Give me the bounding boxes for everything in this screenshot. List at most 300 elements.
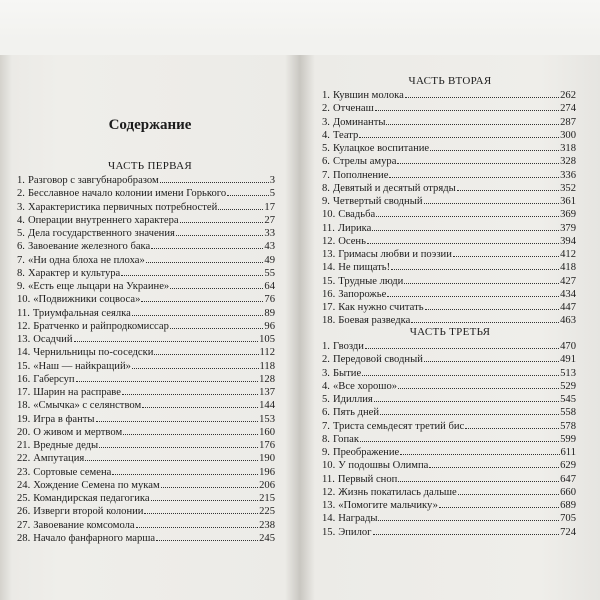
entry-title: Пять дней (332, 407, 380, 419)
entry-number: 24. (17, 479, 31, 491)
entry-number: 6. (322, 156, 330, 168)
entry-title: Боевая разведка (338, 315, 411, 327)
entry-page-number: 49 (264, 254, 275, 266)
toc-entry (17, 518, 275, 531)
entry-number: 7. (17, 254, 25, 266)
dot-leader (405, 88, 559, 98)
entry-title: Трудные люди (338, 275, 404, 287)
entry-number: 10. (322, 209, 336, 221)
entry-number: 17. (322, 302, 336, 313)
toc-entry (322, 472, 576, 485)
dot-leader (398, 472, 559, 482)
entry-title: У подошвы Олимпа (338, 460, 429, 472)
entry-title: Изверги второй колонии (33, 506, 144, 518)
part-two-title: ЧАСТЬ ВТОРАЯ (408, 75, 492, 87)
entry-title: Операции внутреннего характера (27, 214, 179, 226)
entry-page-number: 470 (560, 341, 576, 352)
toc-entry (322, 207, 576, 220)
entry-title: Чернильницы по-соседски (33, 347, 154, 359)
toc-entry (17, 319, 275, 332)
entry-title: Стрелы амура (332, 156, 397, 168)
entry-number: 18. (322, 315, 336, 327)
entry-page-number: 55 (264, 267, 275, 279)
toc-entry (17, 266, 275, 279)
entry-number: 8. (322, 433, 330, 445)
toc-entry (322, 128, 576, 141)
entry-number: 7. (322, 420, 330, 432)
entry-page-number: 599 (560, 433, 576, 445)
entry-page-number: 76 (264, 294, 275, 306)
dot-leader (156, 531, 258, 541)
toc-entry (17, 332, 275, 345)
dot-leader (457, 181, 559, 191)
entry-number: 27. (17, 519, 31, 531)
entry-number: 5. (17, 228, 25, 239)
toc-entry (322, 194, 576, 207)
entry-title: Преображение (332, 447, 400, 458)
entry-page-number: 328 (560, 156, 576, 168)
entry-number: 4. (322, 380, 330, 392)
entry-number: 20. (17, 426, 31, 438)
dot-leader (122, 385, 258, 395)
entry-number: 17. (17, 387, 31, 398)
entry-page-number: 705 (560, 513, 576, 525)
entry-number: 1. (17, 175, 25, 186)
open-book (0, 55, 600, 600)
dot-leader (386, 115, 559, 125)
entry-title: Запорожье (338, 288, 387, 300)
entry-page-number: 27 (264, 214, 275, 226)
entry-title: Завоевание комсомола (33, 519, 135, 531)
toc-entry (17, 359, 275, 372)
dot-leader (372, 221, 559, 231)
entry-title: Характеристика первичных потребностей (27, 201, 218, 213)
entry-number: 14. (17, 347, 31, 359)
entry-page-number: 137 (259, 387, 275, 398)
dot-leader (121, 266, 263, 276)
toc-entry (17, 491, 275, 504)
dot-leader (411, 313, 559, 323)
entry-page-number: 64 (264, 281, 275, 292)
entry-page-number: 427 (560, 275, 576, 287)
dot-leader (380, 405, 559, 415)
dot-leader (112, 465, 258, 475)
toc-entry (322, 458, 576, 471)
entry-page-number: 394 (560, 235, 576, 247)
entry-title: Жизнь покатилась дальше (338, 486, 457, 498)
dot-leader (374, 392, 559, 402)
toc-entry (17, 253, 275, 266)
entry-page-number: 160 (259, 426, 275, 438)
entry-number: 11. (322, 222, 335, 234)
toc-entry (17, 200, 275, 213)
toc-entry (322, 101, 576, 114)
entry-title: Четвертый сводный (332, 196, 423, 207)
contents-heading: Содержание (108, 117, 192, 133)
entry-number: 10. (17, 294, 31, 306)
entry-title: Кулацкое воспитание (332, 143, 430, 154)
entry-page-number: 647 (560, 473, 576, 485)
entry-title: Гвозди (332, 341, 364, 352)
toc-entry (322, 419, 576, 432)
toc-entry (17, 465, 275, 478)
entry-page-number: 529 (560, 380, 576, 392)
dot-leader (132, 359, 259, 369)
toc-entry (322, 300, 576, 313)
dot-leader (373, 525, 560, 535)
entry-page-number: 463 (560, 315, 576, 327)
dot-leader (76, 372, 259, 382)
dot-leader (453, 247, 559, 257)
entry-page-number: 434 (560, 288, 576, 300)
toc-entry (17, 438, 275, 451)
entry-title: Театр (332, 129, 359, 141)
entry-number: 10. (322, 460, 336, 472)
toc-entry (322, 234, 576, 247)
entry-number: 13. (322, 249, 336, 260)
entry-number: 25. (17, 493, 31, 504)
entry-page-number: 274 (560, 103, 576, 115)
dot-leader (170, 319, 264, 329)
toc-entry (17, 398, 275, 411)
entry-number: 9. (17, 281, 25, 292)
part-three-list (322, 339, 576, 538)
entry-number: 5. (322, 143, 330, 154)
entry-page-number: 336 (560, 169, 576, 181)
entry-page-number: 128 (259, 373, 275, 385)
dot-leader (141, 292, 263, 302)
entry-number: 2. (322, 103, 330, 115)
toc-entry (17, 306, 275, 319)
entry-page-number: 89 (264, 307, 275, 319)
dot-leader (465, 419, 559, 429)
dot-leader (136, 518, 258, 528)
toc-entry (322, 168, 576, 181)
entry-number: 4. (17, 214, 25, 226)
entry-number: 8. (17, 267, 25, 279)
dot-leader (458, 485, 559, 495)
dot-leader (439, 498, 559, 508)
entry-title: Доминанты (332, 116, 386, 128)
entry-title: «Наш — найкращий» (33, 360, 131, 372)
entry-number: 22. (17, 453, 31, 465)
dot-leader (360, 432, 559, 442)
dot-leader (430, 141, 559, 151)
toc-entry (322, 511, 576, 524)
entry-number: 9. (322, 196, 330, 207)
entry-title: Награды (338, 513, 378, 525)
entry-page-number: 153 (259, 413, 275, 425)
toc-entry (17, 173, 275, 186)
dot-leader (362, 366, 559, 376)
dot-leader (151, 491, 259, 501)
toc-entry (322, 274, 576, 287)
dot-leader (367, 234, 559, 244)
entry-title: Эпилог (338, 526, 372, 538)
entry-page-number: 190 (259, 453, 275, 465)
dot-leader (123, 425, 258, 435)
entry-page-number: 578 (560, 420, 576, 432)
entry-page-number: 300 (560, 129, 576, 141)
dot-leader (132, 306, 264, 316)
dot-leader (359, 128, 559, 138)
dot-leader (376, 207, 559, 217)
entry-title: «Подвижники соцвоса» (33, 294, 141, 306)
toc-entry (322, 352, 576, 365)
toc-entry (322, 432, 576, 445)
entry-title: Габерсуп (33, 373, 75, 385)
toc-entry (17, 385, 275, 398)
toc-entry (322, 115, 576, 128)
entry-title: Братченко и райпродкомиссар (33, 320, 169, 332)
entry-number: 2. (322, 354, 330, 366)
toc-entry (322, 379, 576, 392)
entry-number: 6. (17, 241, 25, 253)
toc-entry (322, 339, 576, 352)
entry-number: 12. (17, 320, 31, 332)
entry-title: Как нужно считать (338, 302, 424, 313)
entry-title: Триста семьдесят третий бис (332, 420, 465, 432)
entry-title: Триумфальная сеялка (32, 307, 131, 319)
toc-entry (322, 141, 576, 154)
toc-entry (17, 412, 275, 425)
entry-number: 15. (322, 275, 336, 287)
entry-page-number: 689 (560, 500, 576, 511)
entry-number: 15. (17, 360, 31, 372)
entry-page-number: 318 (560, 143, 576, 154)
entry-title: Лирика (337, 222, 372, 234)
toc-entry (322, 525, 576, 538)
dot-leader (96, 412, 259, 422)
entry-page-number: 105 (259, 334, 275, 345)
entry-number: 13. (322, 500, 336, 511)
dot-leader (74, 332, 259, 342)
entry-number: 6. (322, 407, 330, 419)
entry-page-number: 287 (560, 116, 576, 128)
entry-title: Идиллия (332, 394, 373, 405)
entry-number: 8. (322, 182, 330, 194)
entry-page-number: 262 (560, 90, 576, 101)
entry-number: 14. (322, 513, 336, 525)
entry-title: Гримасы любви и поэзии (338, 249, 452, 260)
entry-number: 11. (322, 473, 335, 485)
toc-entry (322, 154, 576, 167)
toc-entry (322, 445, 576, 458)
entry-title: «Ни одна блоха не плоха» (27, 254, 145, 266)
toc-entry (17, 213, 275, 226)
dot-leader (154, 345, 258, 355)
entry-title: Осень (338, 235, 366, 247)
dot-leader (176, 226, 264, 236)
entry-page-number: 196 (259, 466, 275, 478)
entry-number: 12. (322, 486, 336, 498)
dot-leader (144, 504, 258, 514)
entry-page-number: 245 (259, 532, 275, 544)
part-one-title: ЧАСТЬ ПЕРВАЯ (108, 160, 192, 172)
dot-leader (424, 194, 560, 204)
part-three-title: ЧАСТЬ ТРЕТЬЯ (409, 326, 491, 338)
entry-title: О живом и мертвом (33, 426, 123, 438)
toc-entry (322, 313, 576, 326)
entry-title: Пополнение (332, 169, 389, 181)
toc-entry (17, 425, 275, 438)
entry-page-number: 724 (560, 526, 576, 538)
entry-page-number: 33 (264, 228, 275, 239)
entry-page-number: 176 (259, 440, 275, 451)
left-page (0, 55, 300, 600)
entry-title: Отченаш (332, 103, 374, 115)
background-top (0, 0, 600, 40)
entry-title: Завоевание железного бака (27, 241, 151, 253)
entry-title: Первый сноп (337, 473, 398, 485)
entry-page-number: 3 (269, 175, 275, 186)
toc-entry (17, 345, 275, 358)
entry-title: Характер и культура (27, 267, 121, 279)
dot-leader (218, 200, 263, 210)
dot-leader (375, 101, 559, 111)
dot-leader (404, 274, 559, 284)
dot-leader (398, 379, 559, 389)
entry-page-number: 491 (560, 354, 576, 366)
dot-leader (146, 253, 264, 263)
entry-number: 18. (17, 400, 31, 412)
entry-title: Начало фанфарного марша (33, 532, 156, 544)
entry-title: Шарин на расправе (33, 387, 121, 398)
entry-page-number: 361 (560, 196, 576, 207)
entry-title: Вредные деды (33, 440, 99, 451)
entry-page-number: 513 (560, 367, 576, 379)
toc-entry (322, 405, 576, 418)
entry-page-number: 379 (560, 222, 576, 234)
toc-entry (322, 247, 576, 260)
entry-page-number: 545 (560, 394, 576, 405)
entry-page-number: 369 (560, 209, 576, 221)
entry-number: 7. (322, 169, 330, 181)
entry-number: 4. (322, 129, 330, 141)
entry-page-number: 17 (264, 201, 275, 213)
toc-entry (322, 366, 576, 379)
toc-entry (17, 478, 275, 491)
entry-page-number: 5 (269, 188, 275, 200)
entry-page-number: 206 (259, 479, 275, 491)
toc-entry (17, 279, 275, 292)
right-page (300, 55, 600, 600)
entry-number: 5. (322, 394, 330, 405)
entry-title: Сортовые семена (33, 466, 112, 478)
entry-page-number: 215 (259, 493, 275, 504)
entry-number: 3. (322, 116, 330, 128)
entry-title: Осадчий (33, 334, 73, 345)
dot-leader (378, 511, 559, 521)
entry-title: Ампутация (33, 453, 85, 465)
dot-leader (424, 352, 559, 362)
entry-number: 9. (322, 447, 330, 458)
entry-title: Командирская педагогика (33, 493, 150, 504)
entry-title: Передовой сводный (332, 354, 423, 366)
entry-number: 12. (322, 235, 336, 247)
toc-entry (17, 226, 275, 239)
entry-number: 16. (322, 288, 336, 300)
toc-entry (322, 88, 576, 101)
entry-number: 1. (322, 90, 330, 101)
toc-entry (322, 221, 576, 234)
entry-title: «Все хорошо» (332, 380, 398, 392)
entry-title: «Смычка» с селянством (33, 400, 142, 412)
dot-leader (365, 339, 559, 349)
entry-number: 19. (17, 413, 31, 425)
entry-page-number: 238 (259, 519, 275, 531)
toc-entry (17, 451, 275, 464)
dot-leader (99, 438, 258, 448)
toc-entry (322, 498, 576, 511)
dot-leader (227, 186, 269, 196)
dot-leader (425, 300, 560, 310)
toc-entry (322, 181, 576, 194)
entry-number: 21. (17, 440, 31, 451)
toc-entry (17, 239, 275, 252)
dot-leader (85, 451, 258, 461)
entry-title: Не пищать! (338, 262, 391, 274)
entry-page-number: 352 (560, 182, 576, 194)
entry-number: 16. (17, 373, 31, 385)
entry-number: 2. (17, 188, 25, 200)
entry-page-number: 558 (560, 407, 576, 419)
part-two-list (322, 88, 576, 327)
entry-title: Свадьба (338, 209, 376, 221)
entry-number: 26. (17, 506, 31, 518)
entry-page-number: 112 (259, 347, 275, 359)
entry-page-number: 144 (259, 400, 275, 412)
entry-title: Бытие (332, 367, 362, 379)
entry-title: «Есть еще лыцари на Украине» (27, 281, 170, 292)
entry-page-number: 225 (259, 506, 275, 518)
entry-page-number: 418 (560, 262, 576, 274)
entry-number: 11. (17, 307, 30, 319)
dot-leader (160, 173, 269, 183)
entry-page-number: 96 (264, 320, 275, 332)
dot-leader (389, 168, 559, 178)
entry-page-number: 447 (560, 302, 576, 313)
toc-entry (17, 292, 275, 305)
dot-leader (391, 260, 559, 270)
entry-page-number: 660 (560, 486, 576, 498)
part-one-list (17, 173, 275, 544)
dot-leader (151, 239, 263, 249)
entry-number: 3. (322, 367, 330, 379)
dot-leader (142, 398, 258, 408)
entry-title: Девятый и десятый отряды (332, 182, 456, 194)
dot-leader (429, 458, 559, 468)
entry-page-number: 118 (259, 360, 275, 372)
entry-title: Бесславное начало колонии имени Горького (27, 188, 227, 200)
toc-entry (17, 372, 275, 385)
entry-number: 28. (17, 532, 31, 544)
entry-title: Хождение Семена по мукам (33, 479, 160, 491)
toc-entry (322, 392, 576, 405)
entry-number: 1. (322, 341, 330, 352)
entry-title: «Помогите мальчику» (338, 500, 438, 511)
dot-leader (170, 279, 263, 289)
dot-leader (397, 154, 559, 164)
toc-entry (17, 531, 275, 544)
entry-page-number: 43 (264, 241, 275, 253)
entry-title: Кувшин молока (332, 90, 404, 101)
dot-leader (400, 445, 559, 455)
entry-number: 14. (322, 262, 336, 274)
entry-number: 23. (17, 466, 31, 478)
toc-entry (322, 260, 576, 273)
entry-title: Игра в фанты (33, 413, 95, 425)
